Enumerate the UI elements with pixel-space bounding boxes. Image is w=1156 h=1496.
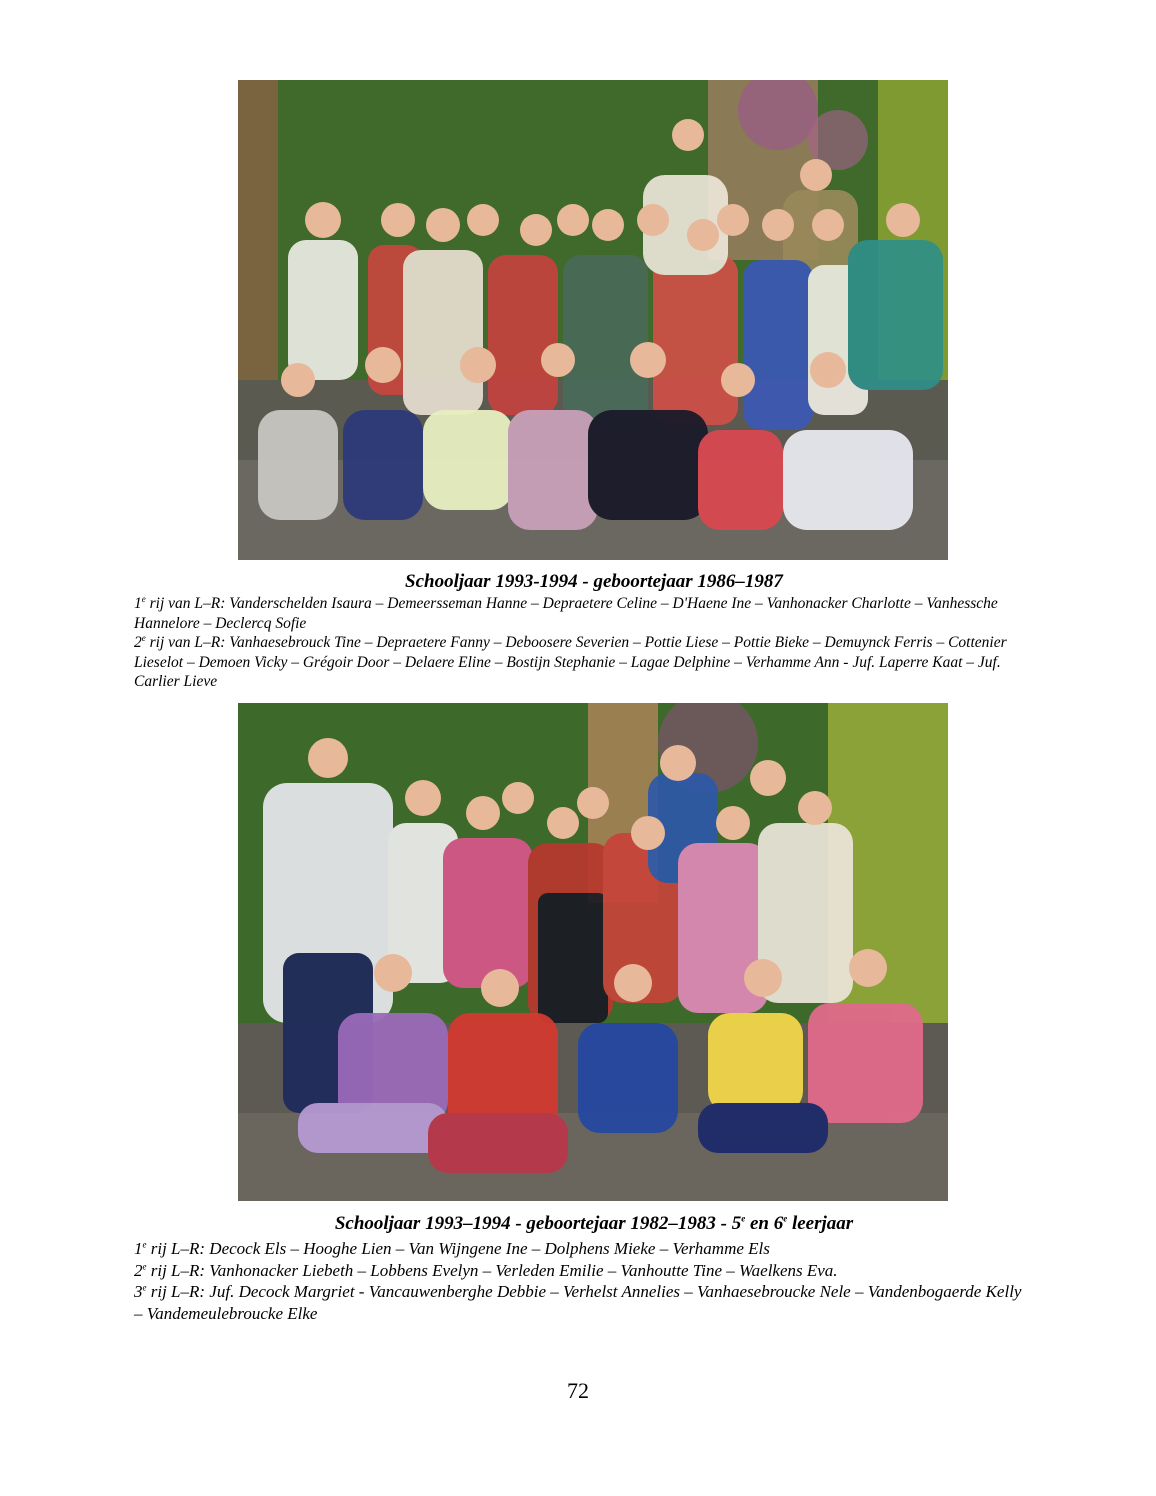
row-names: rij L–R: Vanhonacker Liebeth – Lobbens Evelyn – Verleden Emilie – Vanhoutte Tine – Waelkens Eva.	[146, 1260, 838, 1280]
row-names: rij L–R: Decock Els – Hooghe Lien – Van Wijngene Ine – Dolphens Mieke – Verhamme Els	[146, 1239, 770, 1258]
row-ordinal: e	[142, 1260, 147, 1271]
caption-title-ordinal: e	[741, 1213, 746, 1224]
photo-2-row-3	[134, 1281, 1034, 1324]
photo-1-row-1	[134, 594, 1034, 633]
caption-title-part: leerjaar	[787, 1213, 854, 1234]
photo-1-row-2	[134, 633, 1034, 692]
row-number: 1	[134, 595, 142, 612]
photo-2-caption-title	[16, 1213, 1156, 1235]
row-ordinal: e	[142, 1239, 147, 1250]
class-photo-2-illustration	[238, 703, 948, 1201]
photo-2-row-2	[134, 1260, 1034, 1282]
row-names: rij L–R: Juf. Decock Margriet - Vancauwenberghe Debbie – Verhelst Annelies – Vanhaesebroucke Nele – Vandenbogaerde Kelly – Vandemeulebroucke Elke	[134, 1282, 1022, 1323]
class-photo-1-illustration	[238, 80, 948, 560]
photo-1-caption-title: Schooljaar 1993-1994 - geboortejaar 1986–1987	[405, 571, 783, 592]
row-number: 3	[134, 1282, 143, 1301]
class-photo-1986-1987	[238, 80, 948, 560]
caption-title-ordinal: e	[783, 1213, 788, 1224]
row-ordinal: e	[141, 633, 146, 644]
caption-title-part: en 6	[745, 1213, 784, 1234]
caption-title-part: Schooljaar 1993–1994 - geboortejaar 1982–1983 - 5	[334, 1213, 742, 1234]
page-number: 72	[567, 1378, 589, 1403]
photo-1-name-list	[134, 594, 1034, 692]
row-names: rij van L–R: Vanderschelden Isaura – Demeersseman Hanne – Depraetere Celine – D'Haene Ine – Vanhonacker Charlotte – Vanhessche Hannelore – Declercq Sofie	[134, 595, 998, 632]
row-ordinal: e	[141, 593, 146, 604]
photo-2-row-1	[134, 1238, 1034, 1260]
row-ordinal: e	[142, 1282, 147, 1293]
class-photo-1982-1983	[238, 703, 948, 1201]
row-number: 2	[134, 1260, 143, 1280]
row-names: rij van L–R: Vanhaesebrouck Tine – Depraetere Fanny – Deboosere Severien – Pottie Liese – Pottie Bieke – Demuynck Ferris – Cottenier Lieselot – Demoen Vicky – Grégoir Door – Delaere Eline – Bostijn Stephanie – Lagae Delphine – Verhamme Ann - Juf. Laperre Kaat – Juf. Carlier Lieve	[134, 634, 1007, 691]
row-number: 2	[134, 634, 142, 652]
photo-2-name-list	[134, 1238, 1034, 1324]
row-number: 1	[134, 1239, 143, 1258]
